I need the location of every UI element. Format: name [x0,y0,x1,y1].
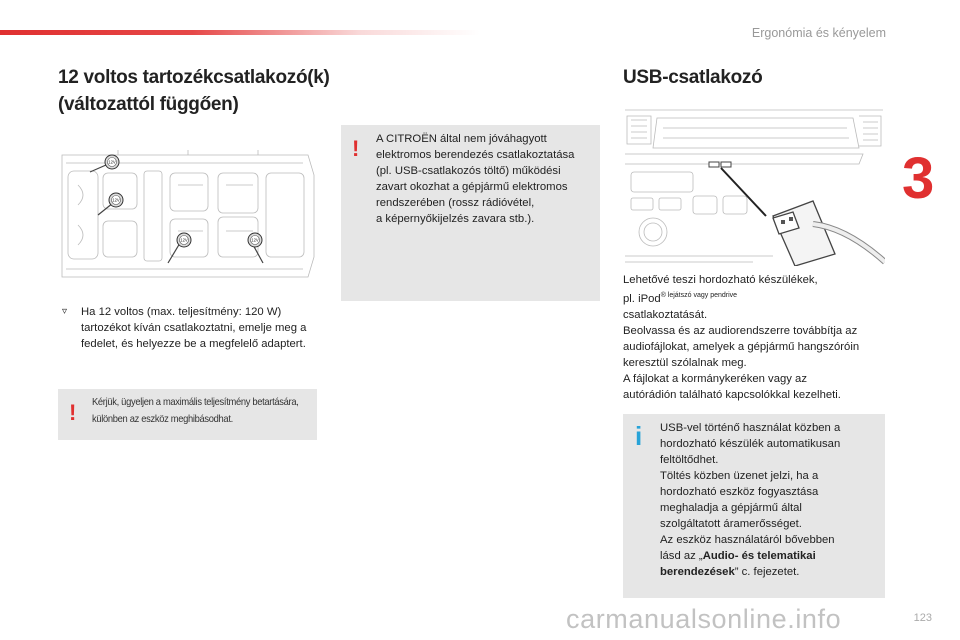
desc-line: pl. iPod$^{® lejátszó vagy pendrive}$ [623,292,738,305]
socket-label: 12V [251,237,259,243]
desc-line: Beolvassa és az audiorendszerre továbbítja az [623,324,858,337]
section-title-usb: USB-csatlakozó [623,67,763,88]
section-title-12v-line1: 12 voltos tartozékcsatlakozó(k) [58,67,330,88]
desc-line: csatlakoztatását. [623,308,708,321]
desc-line: autórádión található kapcsolókkal kezelheti. [623,388,841,401]
usb-plug-icon [773,201,885,266]
info-line: lásd az „Audio- és telematikai [660,550,816,562]
info-line: hordozható készülék automatikusan [660,438,841,450]
info-line: szolgáltatott áramerősséget. [660,518,802,530]
warning-line: (pl. USB-csatlakozós töltő) működési [376,165,561,177]
warning-line: A CITROËN által nem jóváhagyott [376,133,547,145]
chapter-reference: berendezések [660,566,735,578]
usb-socket-illustration [623,106,885,266]
warning-power-text: Kérjük, ügyeljen a maximális teljesítmény betartására, különben az eszköz meghibásodhat. [92,397,299,425]
bullet-12v-text: Ha 12 voltos (max. teljesítmény: 120 W) tartozékot kíván csatlakoztatni, emelje meg a fedelet, és helyezze be a megfelelő adaptert. [81,306,307,350]
warning-box-power [58,389,317,440]
info-line: berendezések” c. fejezetet. [660,566,800,578]
socket-label: 12V [108,159,116,165]
desc-line: A fájlokat a kormánykeréken vagy az [623,372,807,385]
warning-line: elektromos berendezés csatlakoztatása [376,149,575,161]
info-line: hordozható eszköz fogyasztása [660,486,819,498]
usb-description [623,272,888,403]
warning-exclamation-icon: ! [352,136,360,161]
chapter-number: 3 [902,146,935,211]
info-icon: i [635,421,643,451]
info-line: Töltés közben üzenet jelzi, ha a [660,470,819,482]
sockets [90,165,263,263]
info-line: meghaladja a gépjármű által [660,502,802,514]
warning-box-unapproved-equipment [341,125,600,301]
info-box-usb-charging [623,414,885,598]
desc-line: Lehetővé teszi hordozható készülékek, [623,274,818,286]
warning-line: a képernyőkijelzés zavara stb.). [376,213,535,225]
chapter-title: Ergonómia és kényelem [751,26,886,40]
page-number: 123 [913,612,932,624]
bullet-12v-instructions [62,304,322,352]
info-line: USB-vel történő használat közben a [660,422,841,434]
vehicle-socket-location-illustration [58,145,316,285]
warning-exclamation-icon: ! [69,400,77,425]
section-title-12v-line2: (változattól függően) [58,94,239,115]
watermark: carmanualsonline.info [566,604,842,634]
info-line: feltöltődhet. [660,454,719,466]
warning-unapproved-text [376,131,598,227]
info-usb-text [660,420,882,580]
header-accent-bar [0,30,480,35]
section-title-12v [58,64,358,118]
warning-line: zavart okozhat a gépjármű elektromos [376,181,568,193]
socket-label: 12V [180,237,188,243]
warning-line: rendszerében (rossz rádióvétel, [376,197,535,209]
socket-label: 12V [112,197,120,203]
bullet-arrow-icon: ▿ [62,306,68,317]
socket-12v-icon [105,155,262,247]
chapter-reference: Audio- és telematikai [702,550,816,562]
desc-line: keresztül szólalnak meg. [623,356,747,369]
info-line: Az eszköz használatáról bővebben [660,534,835,546]
desc-line: audiofájlokat, amelyek a gépjármű hangszóróin [623,340,860,353]
